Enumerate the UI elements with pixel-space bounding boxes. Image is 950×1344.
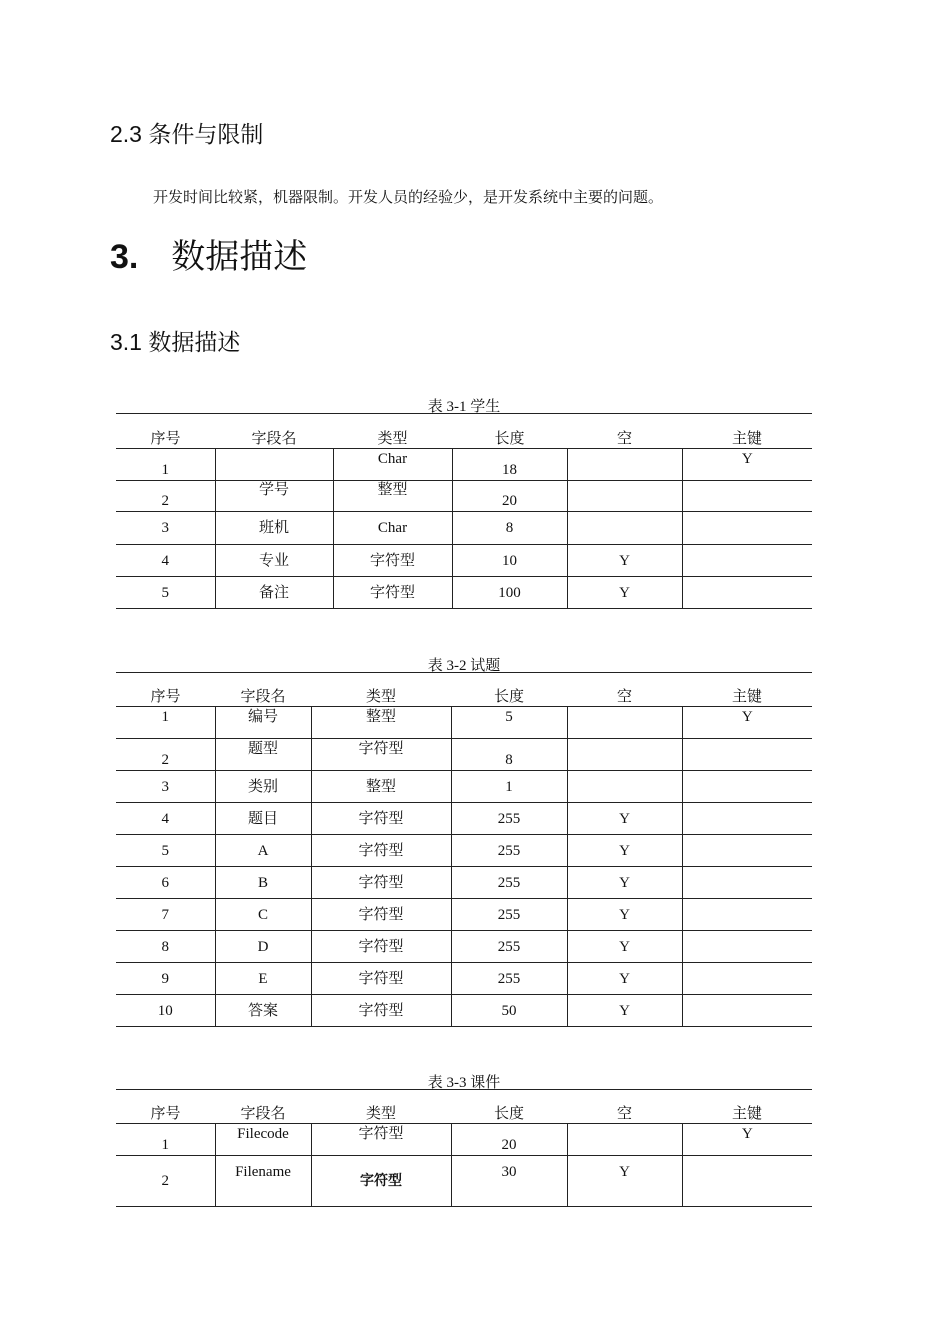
table-cell: 字符型 — [311, 739, 451, 771]
table-cell: 10 — [116, 995, 215, 1027]
section-3-number: 3. — [110, 238, 139, 276]
header-cell: 类型 — [311, 1090, 451, 1124]
courseware-table — [116, 1089, 812, 1207]
table-cell — [682, 995, 812, 1027]
table-cell: Y — [682, 707, 812, 739]
table-row — [116, 803, 812, 835]
table-cell: 1 — [116, 1124, 215, 1156]
table-cell — [682, 803, 812, 835]
table-cell: 8 — [452, 512, 567, 545]
table-cell: 编号 — [215, 707, 311, 739]
table-cell: Filename — [215, 1156, 311, 1207]
table-cell: 1 — [116, 449, 215, 481]
table-cell: 题型 — [215, 739, 311, 771]
table-cell: 1 — [116, 707, 215, 739]
table-cell: 整型 — [311, 707, 451, 739]
table-cell — [682, 512, 812, 545]
table-cell: 30 — [451, 1156, 567, 1207]
table-cell: 字符型 — [311, 931, 451, 963]
table-cell: E — [215, 963, 311, 995]
table-row — [116, 1156, 812, 1207]
table-cell — [567, 1124, 682, 1156]
table-cell: Y — [567, 963, 682, 995]
table-row — [116, 707, 812, 739]
table-cell: 2 — [116, 739, 215, 771]
table-cell — [682, 899, 812, 931]
table-row — [116, 931, 812, 963]
table-cell: 9 — [116, 963, 215, 995]
table-cell — [682, 739, 812, 771]
table-cell — [682, 1156, 812, 1207]
table-cell: 整型 — [333, 481, 452, 512]
table-row — [116, 577, 812, 609]
table-cell: 题目 — [215, 803, 311, 835]
table-cell: 1 — [451, 771, 567, 803]
table-caption: 表 3-2 试题 — [427, 658, 501, 674]
question-table — [116, 672, 812, 1027]
table-cell — [567, 481, 682, 512]
table-cell: 班机 — [215, 512, 333, 545]
table-caption: 表 3-3 课件 — [427, 1075, 501, 1091]
section-3-1-heading: 3.1 数据描述 — [110, 329, 241, 355]
table-cell: Char — [333, 512, 452, 545]
table-row — [116, 963, 812, 995]
table-cell: 6 — [116, 867, 215, 899]
table-cell — [567, 449, 682, 481]
table-cell: 专业 — [215, 545, 333, 577]
header-cell: 字段名 — [215, 1090, 311, 1124]
table-cell — [682, 545, 812, 577]
table-cell: 18 — [452, 449, 567, 481]
table-cell: 255 — [451, 963, 567, 995]
table-row — [116, 899, 812, 931]
header-cell: 长度 — [451, 673, 567, 707]
table-cell: 255 — [451, 867, 567, 899]
table-cell: 10 — [452, 545, 567, 577]
table-cell: 类别 — [215, 771, 311, 803]
table-cell: 3 — [116, 771, 215, 803]
table-cell: 字符型 — [311, 803, 451, 835]
table-cell: 字符型 — [311, 867, 451, 899]
table-cell: 字符型 — [333, 545, 452, 577]
table-cell: 字符型 — [311, 1156, 451, 1207]
table-cell: 7 — [116, 899, 215, 931]
table-cell: Y — [567, 899, 682, 931]
table-row — [116, 995, 812, 1027]
table-cell: 4 — [116, 803, 215, 835]
header-cell: 空 — [567, 414, 682, 449]
table-cell: 2 — [116, 1156, 215, 1207]
table-header-row — [116, 414, 812, 449]
table-row — [116, 867, 812, 899]
table-cell: Y — [567, 577, 682, 609]
table-cell: 学号 — [215, 481, 333, 512]
table-cell: 答案 — [215, 995, 311, 1027]
table-row — [116, 512, 812, 545]
table-cell: B — [215, 867, 311, 899]
section-2-3-paragraph: 开发时间比较紧，机器限制。开发人员的经验少，是开发系统中主要的问题。 — [153, 190, 664, 206]
table-row — [116, 481, 812, 512]
section-2-3-heading: 2.3 条件与限制 — [110, 121, 264, 147]
student-table — [116, 413, 812, 609]
section-3-title: 数据描述 — [171, 238, 308, 276]
table-cell: 5 — [451, 707, 567, 739]
header-cell: 主键 — [682, 673, 812, 707]
table-cell: Y — [567, 1156, 682, 1207]
table-row — [116, 739, 812, 771]
table-caption: 表 3-1 学生 — [427, 399, 501, 415]
table-cell: 字符型 — [311, 899, 451, 931]
table-cell: 255 — [451, 835, 567, 867]
table-row — [116, 771, 812, 803]
table-cell: 255 — [451, 803, 567, 835]
table-cell: Y — [567, 995, 682, 1027]
table-cell: 8 — [451, 739, 567, 771]
table-cell: 3 — [116, 512, 215, 545]
table-cell — [682, 481, 812, 512]
header-cell: 长度 — [451, 1090, 567, 1124]
table-cell — [682, 963, 812, 995]
table-header-row — [116, 673, 812, 707]
table-cell — [682, 931, 812, 963]
table-cell: D — [215, 931, 311, 963]
table-cell — [567, 771, 682, 803]
table-cell: 2 — [116, 481, 215, 512]
table-cell: 255 — [451, 899, 567, 931]
table-cell: 4 — [116, 545, 215, 577]
header-cell: 空 — [567, 673, 682, 707]
table-cell — [682, 867, 812, 899]
table-cell: 100 — [452, 577, 567, 609]
header-cell: 长度 — [452, 414, 567, 449]
header-cell: 主键 — [682, 1090, 812, 1124]
table-cell: Y — [567, 835, 682, 867]
table-cell: 字符型 — [311, 1124, 451, 1156]
table-cell: 字符型 — [311, 995, 451, 1027]
table-cell: 字符型 — [333, 577, 452, 609]
table-cell — [567, 739, 682, 771]
table-cell — [567, 512, 682, 545]
header-cell: 序号 — [116, 1090, 215, 1124]
table-row — [116, 545, 812, 577]
header-cell: 序号 — [116, 673, 215, 707]
table-cell: 20 — [451, 1124, 567, 1156]
header-cell: 类型 — [333, 414, 452, 449]
table-cell — [567, 707, 682, 739]
table-cell — [215, 449, 333, 481]
section-3-heading — [110, 229, 307, 278]
table-cell: 20 — [452, 481, 567, 512]
table-cell: Y — [567, 931, 682, 963]
table-cell — [682, 577, 812, 609]
table-cell: C — [215, 899, 311, 931]
header-cell: 字段名 — [215, 673, 311, 707]
table-cell: 整型 — [311, 771, 451, 803]
table-cell: Y — [567, 867, 682, 899]
table-cell: Char — [333, 449, 452, 481]
table-cell: Y — [567, 803, 682, 835]
table-cell: A — [215, 835, 311, 867]
table-cell: 字符型 — [311, 963, 451, 995]
table-row — [116, 449, 812, 481]
header-cell: 字段名 — [215, 414, 333, 449]
table-cell — [682, 771, 812, 803]
table-cell: 5 — [116, 835, 215, 867]
table-row — [116, 835, 812, 867]
table-cell: 255 — [451, 931, 567, 963]
header-cell: 类型 — [311, 673, 451, 707]
table-cell: Y — [682, 449, 812, 481]
header-cell: 空 — [567, 1090, 682, 1124]
table-cell: Y — [567, 545, 682, 577]
table-cell: Y — [682, 1124, 812, 1156]
table-row — [116, 1124, 812, 1156]
table-cell: 50 — [451, 995, 567, 1027]
table-header-row — [116, 1090, 812, 1124]
table-cell: 8 — [116, 931, 215, 963]
header-cell: 主键 — [682, 414, 812, 449]
table-cell — [682, 835, 812, 867]
table-cell: 字符型 — [311, 835, 451, 867]
table-cell: 5 — [116, 577, 215, 609]
table-cell: Filecode — [215, 1124, 311, 1156]
table-cell: 备注 — [215, 577, 333, 609]
header-cell: 序号 — [116, 414, 215, 449]
